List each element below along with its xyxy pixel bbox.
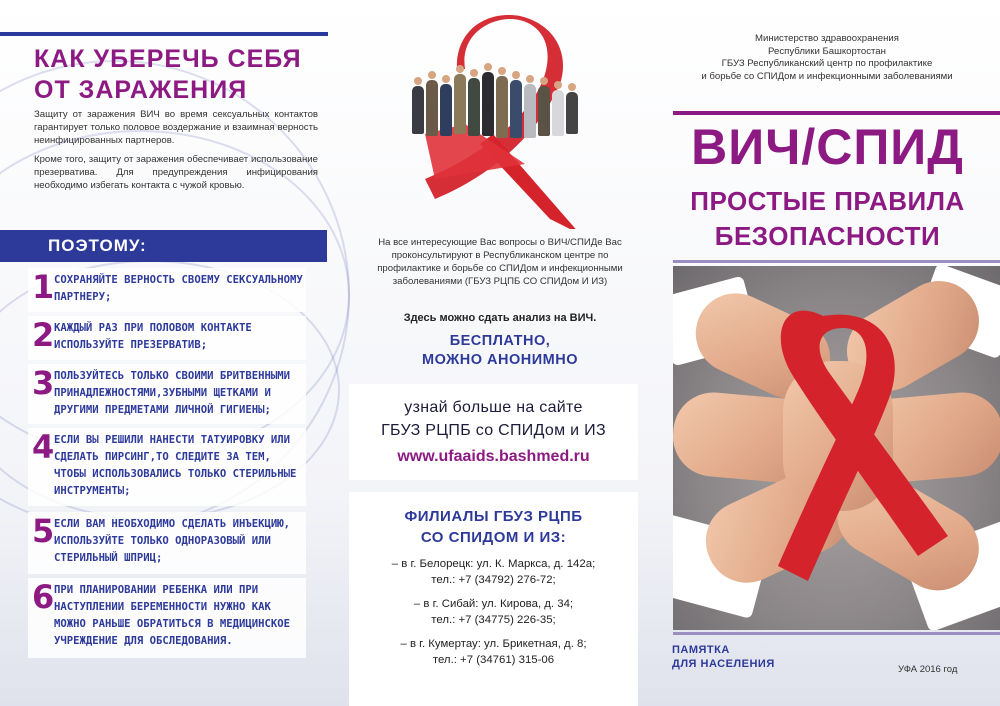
left-heading-line1: КАК УБЕРЕЧЬ СЕБЯ — [34, 45, 302, 73]
rule-number: 3 — [32, 364, 55, 402]
person-figure — [468, 78, 480, 136]
rule-text: КАЖДЫЙ РАЗ ПРИ ПОЛОВОМ КОНТАКТЕ ИСПОЛЬЗУЙТЕ ПРЕЗЕРВАТИВ; — [54, 322, 252, 351]
right-bottom-rule — [673, 632, 1000, 635]
rule-item-5 — [28, 512, 306, 574]
rule-number: 4 — [32, 428, 55, 466]
left-intro — [34, 108, 318, 198]
rule-item-2 — [28, 316, 306, 360]
left-heading — [34, 44, 324, 106]
branch-phone: тел.: +7 (34761) 315-06 — [432, 654, 555, 666]
intro-paragraph-2: Кроме того, защиту от заражения обеспечивает использование презерватива. Для предупреждения инфицирования необходимо избегать контакта с чужой кровью. — [34, 154, 318, 191]
branch-phone: тел.: +7 (34775) 226-35; — [431, 614, 556, 626]
branch-phone: тел.: +7 (34792) 276-72; — [431, 574, 556, 586]
ministry-line: и борьбе со СПИДом и инфекционными заболеваниями — [701, 70, 953, 82]
website-caption: узнай больше на сайте — [404, 399, 583, 416]
website-org: ГБУЗ РЦПБ со СПИДом и ИЗ — [381, 422, 606, 439]
intro-paragraph-1: Защиту от заражения ВИЧ во время сексуальных контактов гарантирует только половое воздержание и взаимная верность неинфицированных партнеров. — [34, 109, 318, 146]
rule-text: ПРИ ПЛАНИРОВАНИИ РЕБЕНКА ИЛИ ПРИ НАСТУПЛЕНИИ БЕРЕМЕННОСТИ НУЖНО КАК МОЖНО РАНЬШЕ ОБРАТИТЬСЯ В МЕДИЦИНСКОЕ УЧРЕЖДЕНИЕ ДЛЯ ОБСЛЕДОВАНИЯ. — [54, 584, 290, 647]
rule-number: 2 — [32, 316, 55, 354]
branch-address: – в г. Белорецк: ул. К. Маркса, д. 142а; — [391, 558, 596, 570]
person-figure — [412, 86, 424, 134]
rule-item-1 — [28, 268, 306, 312]
person-figure — [496, 76, 508, 138]
free-line: БЕСПЛАТНО, — [449, 333, 551, 349]
person-figure — [538, 86, 550, 136]
hands-photo — [673, 266, 1000, 630]
city-year: УФА 2016 год — [898, 664, 958, 675]
branch-entry — [349, 596, 638, 628]
subtitle-line2: БЕЗОПАСНОСТИ — [714, 221, 941, 251]
person-figure — [524, 84, 536, 138]
subtitle-line1: ПРОСТЫЕ ПРАВИЛА — [690, 186, 965, 216]
left-top-rule — [0, 32, 328, 36]
rule-number: 1 — [32, 268, 55, 306]
consultation-info: На все интересующие Вас вопросы о ВИЧ/СПИДе Вас проконсультируют в Республиканском центре по профилактике и борьбе со СПИДом и инфекционными заболеваниями (ГБУЗ РЦПБ СО СПИДом И ИЗ) — [377, 237, 623, 287]
rule-text: ПОЛЬЗУЙТЕСЬ ТОЛЬКО СВОИМИ БРИТВЕННЫМИ ПРИНАДЛЕЖНОСТЯМИ,ЗУБНЫМИ ЩЕТКАМИ И ДРУГИМИ ПРЕДМЕТАМИ ЛИЧНОЙ ГИГИЕНЫ; — [54, 370, 290, 416]
person-figure — [440, 84, 452, 136]
person-figure — [482, 72, 494, 136]
rule-number: 6 — [32, 578, 55, 616]
ministry-line: Республики Башкортостан — [768, 45, 886, 57]
branch-address: – в г. Сибай: ул. Кирова, д. 34; — [413, 598, 574, 610]
anonymous-line: МОЖНО АНОНИМНО — [422, 352, 578, 368]
website-link[interactable]: www.ufaaids.bashmed.ru — [397, 448, 590, 465]
branch-entry — [349, 636, 638, 668]
right-divider — [673, 260, 1000, 263]
rule-number: 5 — [32, 512, 55, 550]
memo-line2: ДЛЯ НАСЕЛЕНИЯ — [672, 658, 775, 670]
left-heading-line2: ОТ ЗАРАЖЕНИЯ — [34, 76, 248, 104]
ministry-line: ГБУЗ Республиканский центр по профилактике — [721, 58, 933, 69]
person-figure — [426, 80, 438, 136]
hiv-test-note: Здесь можно сдать анализ на ВИЧ. — [403, 312, 597, 324]
branches-heading-line2: СО СПИДОМ И ИЗ: — [420, 529, 567, 546]
branches-heading — [349, 506, 638, 548]
right-top-rule — [673, 111, 1000, 115]
person-figure — [552, 90, 564, 136]
rule-text: СОХРАНЯЙТЕ ВЕРНОСТЬ СВОЕМУ СЕКСУАЛЬНОМУ ПАРТНЕРУ; — [54, 274, 303, 303]
ministry-line: Министерство здравоохранения — [755, 33, 899, 44]
crowd-illustration — [408, 62, 588, 152]
person-figure — [510, 80, 522, 138]
rule-text: ЕСЛИ ВАМ НЕОБХОДИМО СДЕЛАТЬ ИНЪЕКЦИЮ, ИСПОЛЬЗУЙТЕ ТОЛЬКО ОДНОРАЗОВЫЙ ИЛИ СТЕРИЛЬНЫЙ ШПРИЦ; — [54, 518, 290, 564]
person-figure — [566, 92, 578, 134]
branch-address: – в г. Кумертау: ул. Брикетная, д. 8; — [400, 638, 587, 650]
memo-label — [672, 643, 832, 671]
person-figure — [454, 74, 466, 134]
branches-heading-line1: ФИЛИАЛЫ ГБУЗ РЦПБ — [404, 508, 583, 525]
memo-line1: ПАМЯТКА — [672, 644, 730, 656]
branch-entry — [349, 556, 638, 588]
free-anonymous-note — [360, 332, 640, 370]
rule-item-4 — [28, 428, 306, 506]
branches-box — [349, 492, 638, 706]
rule-text: ЕСЛИ ВЫ РЕШИЛИ НАНЕСТИ ТАТУИРОВКУ ИЛИ СДЕЛАТЬ ПИРСИНГ,ТО СЛЕДИТЕ ЗА ТЕМ, ЧТОБЫ ИСПОЛЬЗОВАЛИСЬ ТОЛЬКО СТЕРИЛЬНЫЕ ИНСТРУМЕНТЫ; — [54, 434, 297, 497]
red-ribbon-photo — [673, 266, 1000, 630]
rule-item-6 — [28, 578, 306, 658]
subtitle — [655, 184, 1000, 254]
ministry-header — [668, 33, 986, 83]
website-box — [349, 384, 638, 480]
rule-item-3 — [28, 364, 306, 424]
therefore-label: ПОЭТОМУ: — [48, 236, 147, 255]
main-title: ВИЧ/СПИД — [691, 119, 964, 175]
